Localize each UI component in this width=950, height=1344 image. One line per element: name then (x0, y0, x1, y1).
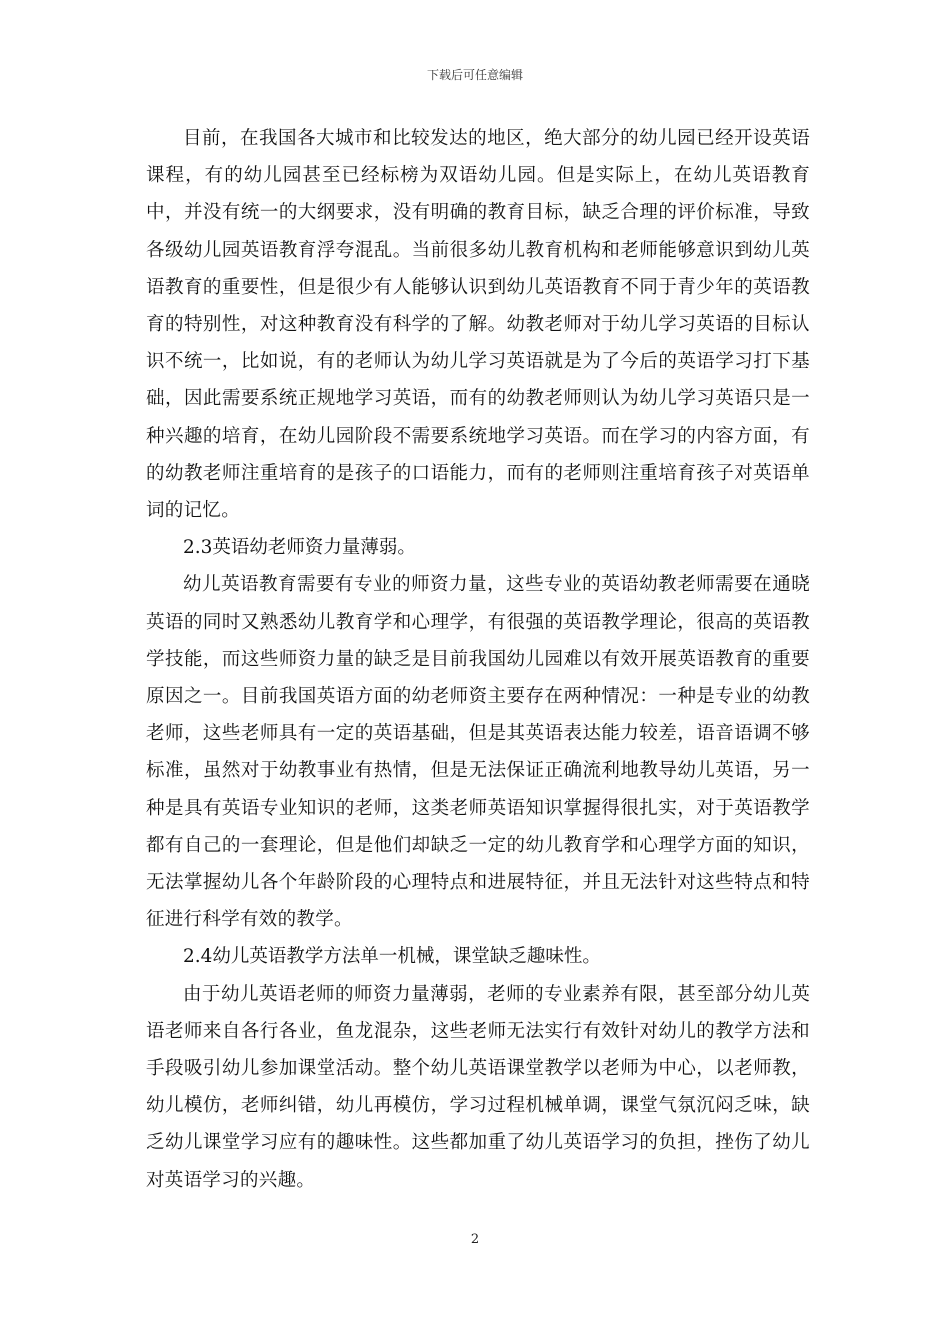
paragraph: 目前，在我国各大城市和比较发达的地区，绝大部分的幼儿园已经开设英语课程，有的幼儿园甚至已经标榜为双语幼儿园。但是实际上，在幼儿英语教育中，并没有统一的大纲要求，没有明确的教育目标，缺乏合理的评价标准，导致各级幼儿园英语教育浮夸混乱。当前很多幼儿教育机构和老师能够意识到幼儿英语教育的重要性，但是很少有人能够认识到幼儿英语教育不同于青少年的英语教育的特别性，对这种教育没有科学的了解。幼教老师对于幼儿学习英语的目标认识不统一，比如说，有的老师认为幼儿学习英语就是为了今后的英语学习打下基础，因此需要系统正规地学习英语，而有的幼教老师则认为幼儿学习英语只是一种兴趣的培育，在幼儿园阶段不需要系统地学习英语。而在学习的内容方面，有的幼教老师注重培育的是孩子的口语能力，而有的老师则注重培育孩子对英语单词的记忆。 (146, 128, 810, 522)
page-number: 2 (470, 1232, 480, 1247)
document-body (146, 120, 810, 1199)
section-heading-2-3: 2.3英语幼老师资力量薄弱。 (183, 537, 416, 559)
paragraph: 由于幼儿英语老师的师资力量薄弱，老师的专业素养有限，甚至部分幼儿英语老师来自各行各业，鱼龙混杂，这些老师无法实行有效针对幼儿的教学方法和手段吸引幼儿参加课堂活动。整个幼儿英语课堂教学以老师为中心，以老师教，幼儿模仿，老师纠错，幼儿再模仿，学习过程机械单调，课堂气氛沉闷乏味，缺乏幼儿课堂学习应有的趣味性。这些都加重了幼儿英语学习的负担，挫伤了幼儿对英语学习的兴趣。 (146, 983, 810, 1191)
section-heading-2-4: 2.4幼儿英语教学方法单一机械，课堂缺乏趣味性。 (183, 946, 601, 968)
paragraph: 幼儿英语教育需要有专业的师资力量，这些专业的英语幼教老师需要在通晓英语的同时又熟悉幼儿教育学和心理学，有很强的英语教学理论，很高的英语教学技能，而这些师资力量的缺乏是目前我国幼儿园难以有效开展英语教育的重要原因之一。目前我国英语方面的幼老师资主要存在两种情况：一种是专业的幼教老师，这些老师具有一定的英语基础，但是其英语表达能力较差，语音语调不够标准，虽然对于幼教事业有热情，但是无法保证正确流利地教导幼儿英语，另一种是具有英语专业知识的老师，这类老师英语知识掌握得很扎实，对于英语教学都有自己的一套理论，但是他们却缺乏一定的幼儿教育学和心理学方面的知识，无法掌握幼儿各个年龄阶段的心理特点和进展特征，并且无法针对这些特点和特征进行科学有效的教学。 (146, 574, 810, 931)
page-header: 下载后可任意编辑 (426, 68, 523, 82)
